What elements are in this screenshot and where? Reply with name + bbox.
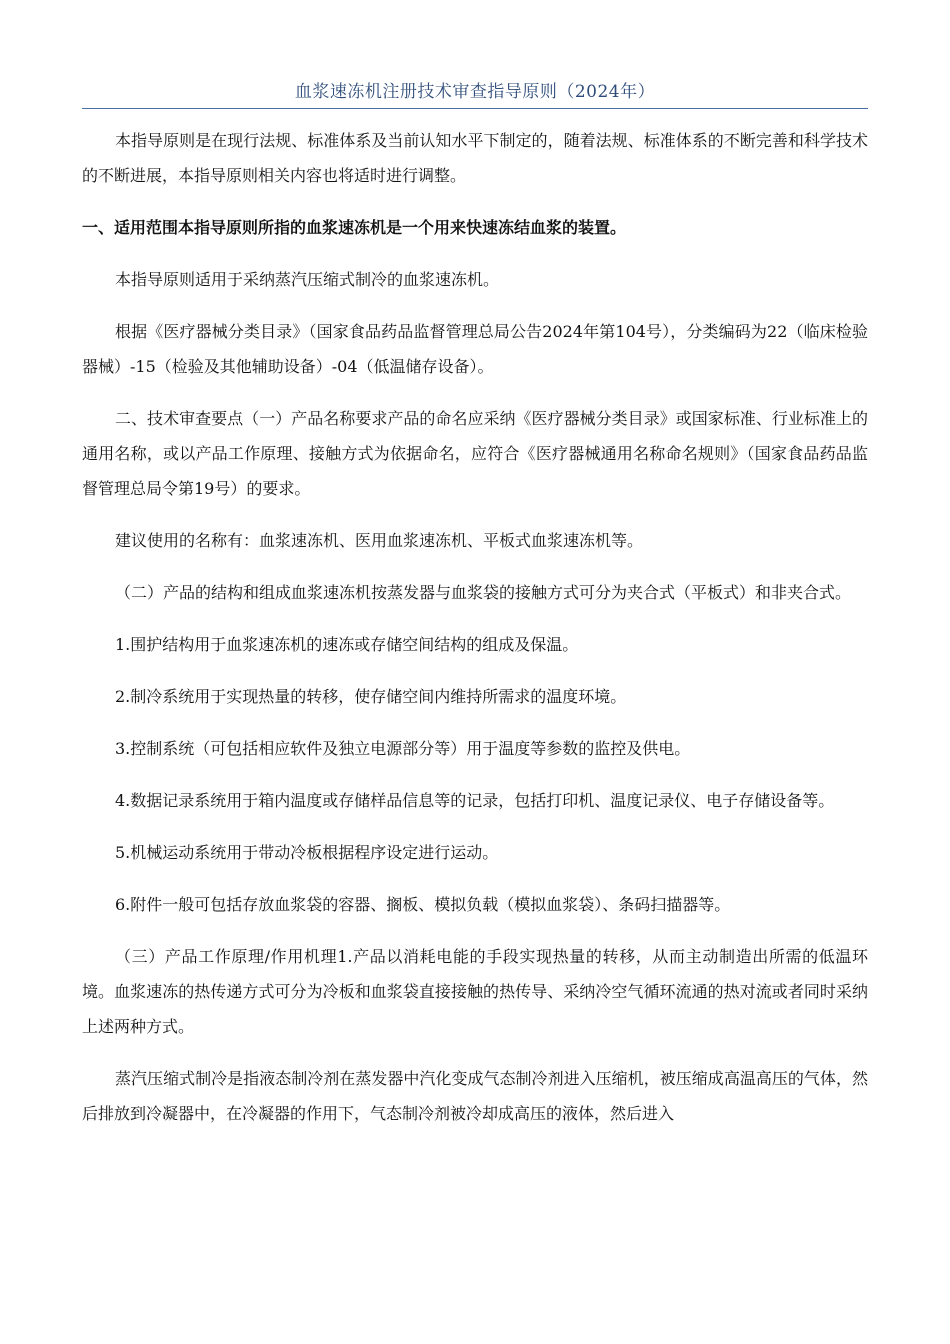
paragraph-applicability: 本指导原则适用于采纳蒸汽压缩式制冷的血浆速冻机。 xyxy=(115,270,500,289)
document-title: 血浆速冻机注册技术审查指导原则（2024年） xyxy=(294,82,656,102)
paragraph-classification: 根据《医疗器械分类目录》（国家食品药品监督管理总局公告2024年第104号），分类编码为22（临床检验器械）-15（检验及其他辅助设备）-04（低温储存设备）。 xyxy=(82,322,868,376)
title-divider xyxy=(82,108,868,109)
list-item-accessories: 6.附件一般可包括存放血浆袋的容器、搁板、模拟负载（模拟血浆袋）、条码扫描器等。 xyxy=(115,895,731,914)
paragraph-intro: 本指导原则是在现行法规、标准体系及当前认知水平下制定的，随着法规、标准体系的不断完善和科学技术的不断进展，本指导原则相关内容也将适时进行调整。 xyxy=(82,131,868,185)
paragraph-working-principle: （三）产品工作原理/作用机理1.产品以消耗电能的手段实现热量的转移，从而主动制造出所需的低温环境。血浆速冻的热传递方式可分为冷板和血浆袋直接接触的热传导、采纳冷空气循环流通的热对流或者同时采纳上述两种方式。 xyxy=(82,947,868,1036)
paragraph-structure: （二）产品的结构和组成血浆速冻机按蒸发器与血浆袋的接触方式可分为夹合式（平板式）和非夹合式。 xyxy=(115,583,852,602)
document-page xyxy=(82,78,868,1148)
section-heading-scope: 一、适用范围本指导原则所指的血浆速冻机是一个用来快速冻结血浆的装置。 xyxy=(82,218,627,237)
list-item-control-system: 3.控制系统（可包括相应软件及独立电源部分等）用于温度等参数的监控及供电。 xyxy=(115,739,691,758)
list-item-mechanical-motion: 5.机械运动系统用于带动冷板根据程序设定进行运动。 xyxy=(115,843,499,862)
list-item-data-recording: 4.数据记录系统用于箱内温度或存储样品信息等的记录，包括打印机、温度记录仪、电子存储设备等。 xyxy=(115,791,835,810)
list-item-refrigeration: 2.制冷系统用于实现热量的转移，使存储空间内维持所需求的温度环境。 xyxy=(115,687,627,706)
list-item-enclosure: 1.围护结构用于血浆速冻机的速冻或存储空间结构的组成及保温。 xyxy=(115,635,579,654)
paragraph-vapor-compression: 蒸汽压缩式制冷是指液态制冷剂在蒸发器中汽化变成气态制冷剂进入压缩机，被压缩成高温高压的气体，然后排放到冷凝器中，在冷凝器的作用下，气态制冷剂被冷却成高压的液体，然后进入 xyxy=(82,1069,868,1123)
document-body xyxy=(82,123,868,1131)
paragraph-suggested-names: 建议使用的名称有：血浆速冻机、医用血浆速冻机、平板式血浆速冻机等。 xyxy=(115,531,644,550)
paragraph-naming-requirements: 二、技术审查要点（一）产品名称要求产品的命名应采纳《医疗器械分类目录》或国家标准、行业标准上的通用名称，或以产品工作原理、接触方式为依据命名，应符合《医疗器械通用名称命名规则》（国家食品药品监督管理总局令第19号）的要求。 xyxy=(82,409,868,498)
